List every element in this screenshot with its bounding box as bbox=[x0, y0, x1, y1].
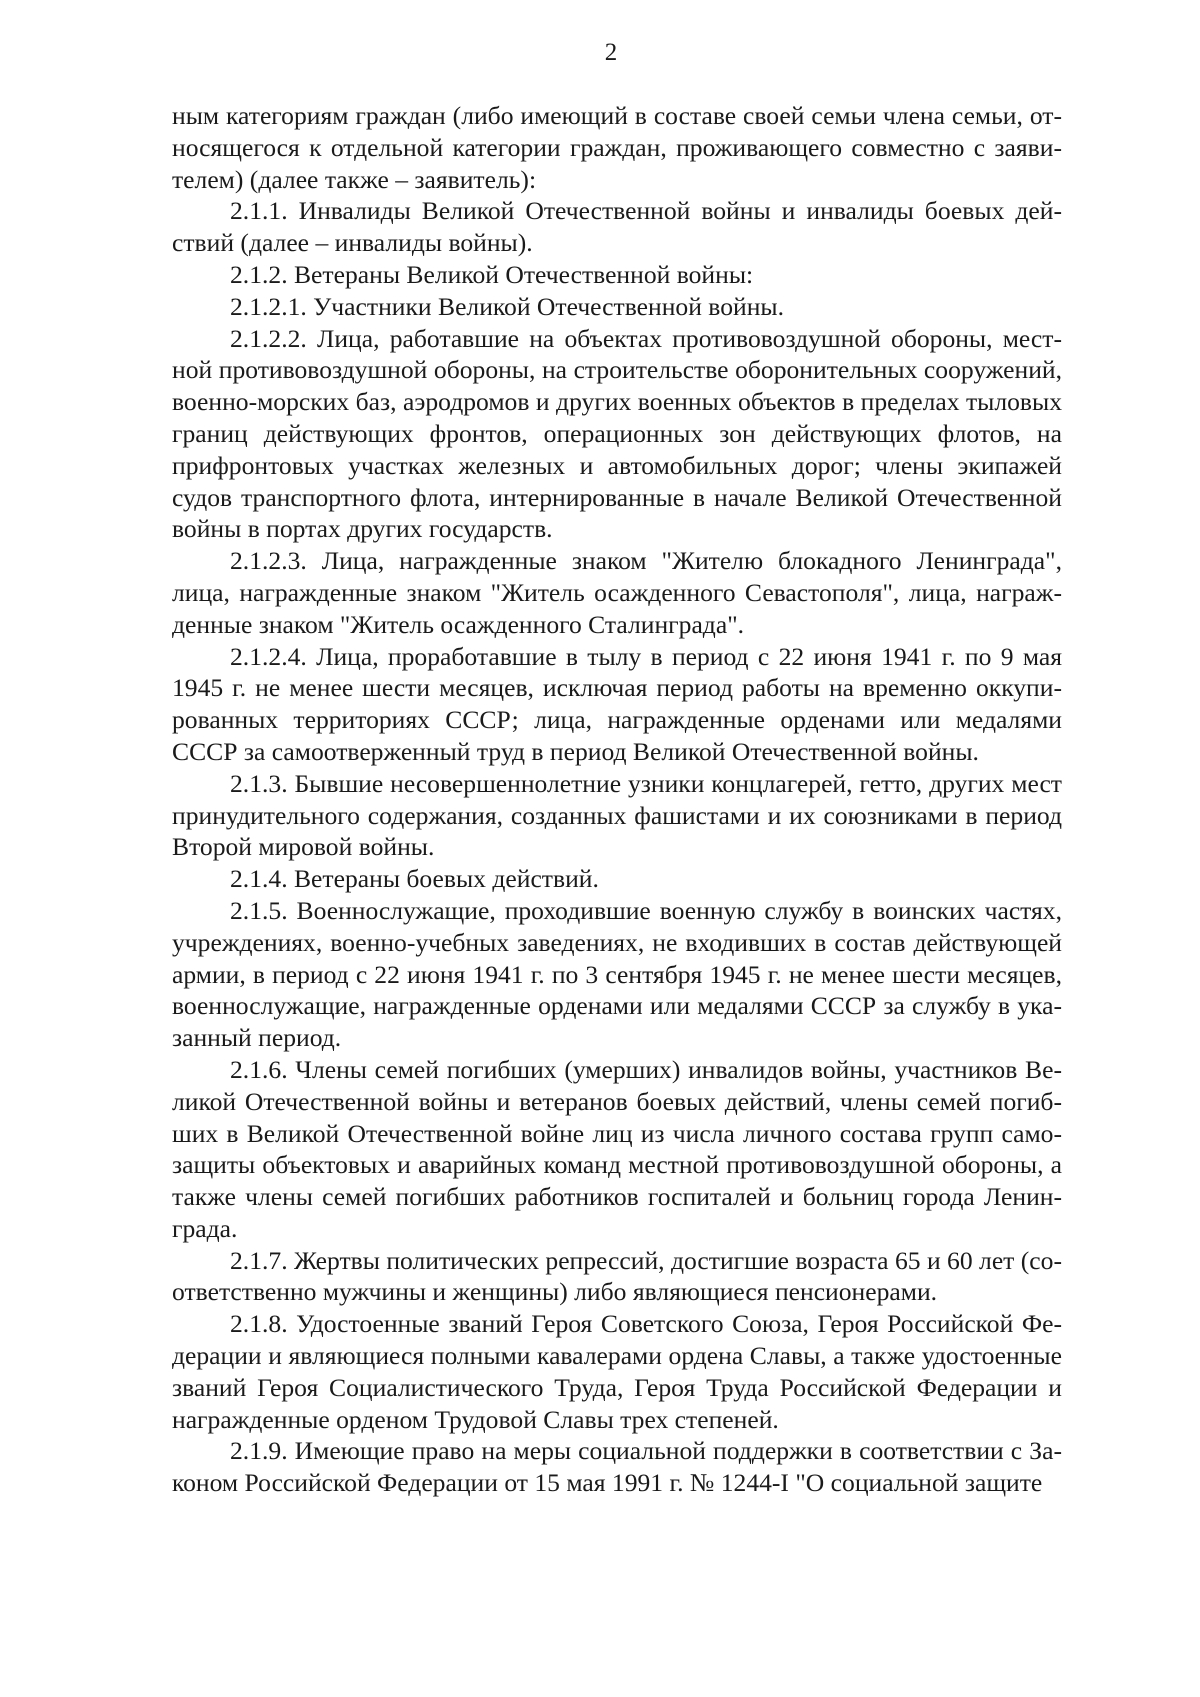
document-body bbox=[172, 100, 1062, 1499]
paragraph-2-1-7: 2.1.7. Жертвы политических репрессий, достигшие возраста 65 и 60 лет (соответственно мужчины и женщины) либо являющиеся пенсионерами. bbox=[172, 1245, 1062, 1307]
paragraph-2-1-1: 2.1.1. Инвалиды Великой Отечественной войны и инвалиды боевых действий (далее – инвалиды войны). bbox=[172, 196, 1062, 258]
paragraph-2-1-5: 2.1.5. Военнослужащие, проходившие военную службу в воинских частях, учреждениях, военно-учебных заведениях, не входивших в состав действующей армии, в период с 22 июня 1941 г. по 3 сентября 1945 г. не менее шести месяцев, военнослужащие, награжденные орденами или медалями СССР за службу в указанный период. bbox=[172, 895, 1062, 1053]
paragraph-2-1-2: 2.1.2. Ветераны Великой Отечественной войны: bbox=[230, 259, 754, 289]
paragraph-2-1-8: 2.1.8. Удостоенные званий Героя Советского Союза, Героя Российской Федерации и являющиеся полными кавалерами ордена Славы, а также удостоенные званий Героя Социалистического Труда, Героя Труда Российской Федерации и награжденные орденом Трудовой Славы трех степеней. bbox=[172, 1309, 1062, 1434]
paragraph-2-1-3: 2.1.3. Бывшие несовершеннолетние узники концлагерей, гетто, других мест принудительного содержания, созданных фашистами и их союзниками в период Второй мировой войны. bbox=[172, 768, 1062, 862]
paragraph-2-1-2-4: 2.1.2.4. Лица, проработавшие в тылу в период с 22 июня 1941 г. по 9 мая 1945 г. не менее шести месяцев, исключая период работы на временно оккупированных территориях СССР; лица, награжденные орденами или медалями СССР за самоотверженный труд в период Великой Отечественной войны. bbox=[172, 641, 1062, 766]
page-number: 2 bbox=[604, 39, 618, 66]
paragraph-2-1-2-3: 2.1.2.3. Лица, награжденные знаком "Жителю блокадного Ленинграда", лица, награжденные знаком "Житель осажденного Севастополя", лица, награжденные знаком "Житель осажденного Сталинграда". bbox=[172, 546, 1062, 639]
paragraph-2-1-9: 2.1.9. Имеющие право на меры социальной поддержки в соответствии с Законом Российской Федерации от 15 мая 1991 г. № 1244-I "О социальной защите bbox=[172, 1436, 1062, 1498]
paragraph-2-1-6: 2.1.6. Члены семей погибших (умерших) инвалидов войны, участников Великой Отечественной войны и ветеранов боевых действий, члены семей погибших в Великой Отечественной войне лиц из числа личного состава групп самозащиты объектовых и аварийных команд местной противовоздушной обороны, а также члены семей погибших работников госпиталей и больниц города Ленинграда. bbox=[172, 1054, 1062, 1243]
paragraph-2-1-2-1: 2.1.2.1. Участники Великой Отечественной войны. bbox=[230, 291, 785, 321]
paragraph-2-1-4: 2.1.4. Ветераны боевых действий. bbox=[230, 864, 599, 894]
paragraph-continuation: ным категориям граждан (либо имеющий в составе своей семьи члена семьи, относящегося к отдельной категории граждан, проживающего совместно с заявителем) (далее также – заявитель): bbox=[172, 101, 1062, 194]
paragraph-2-1-2-2: 2.1.2.2. Лица, работавшие на объектах противовоздушной обороны, местной противовоздушной обороны, на строительстве оборонительных сооружений, военно-морских баз, аэродромов и других военных объектов в пределах тыловых границ действующих фронтов, операционных зон действующих флотов, на прифронтовых участках железных и автомобильных дорог; члены экипажей судов транспортного флота, интернированные в начале Великой Отечественной войны в портах других государств. bbox=[172, 323, 1062, 544]
